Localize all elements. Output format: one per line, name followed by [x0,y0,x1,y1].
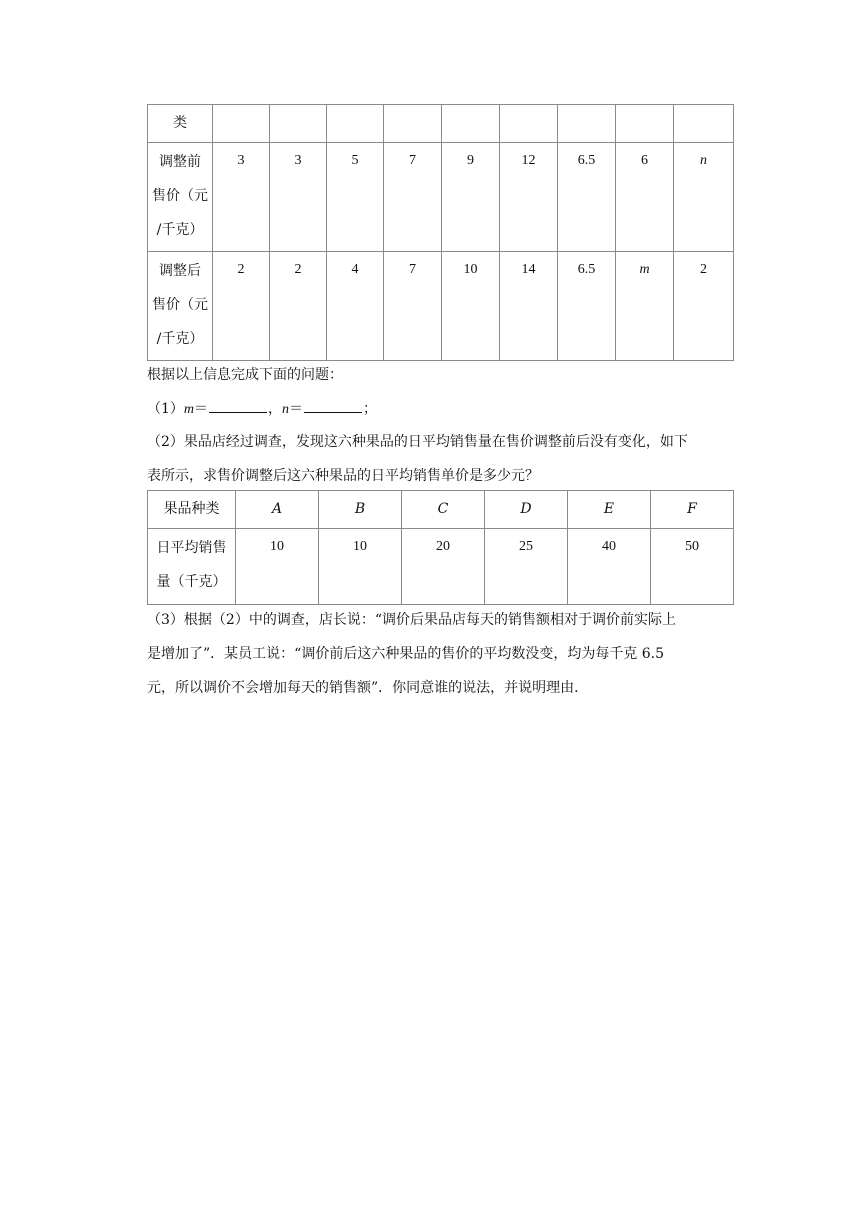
label-line: 调整后 [159,263,201,279]
daily-sales-table [147,490,734,605]
semicolon: ； [363,401,378,417]
table-cell: 4 [327,252,384,361]
category-cell: D [485,491,568,529]
table-cell: 10 [236,529,319,605]
question-2-line-2: 表所示，求售价调整后这六种果品的日平均销售单价是多少元？ [147,468,539,484]
table-cell: 2 [674,252,734,361]
empty-cell [384,105,442,143]
empty-cell [674,105,734,143]
empty-cell [213,105,270,143]
category-header-row [148,491,734,529]
price-after-row [148,252,734,361]
comma: ， [268,401,283,417]
table-cell: 14 [500,252,558,361]
table-cell: m [616,252,674,361]
category-row [148,105,734,143]
table-cell: 9 [442,143,500,252]
price-before-row [148,143,734,252]
category-cell: B [319,491,402,529]
table-cell: 50 [651,529,734,605]
daily-sales-row [148,529,734,605]
label-line: 售价（元 [152,297,208,313]
q1-prefix: （1） [147,401,184,417]
daily-sales-label [148,529,236,605]
table-cell: 3 [213,143,270,252]
category-cell: C [402,491,485,529]
price-adjustment-table [147,104,734,361]
question-3-line-1: （3）根据（2）中的调查，店长说：“调价后果品店每天的销售额相对于调价前实际上 [147,612,676,628]
empty-cell [442,105,500,143]
table-cell: 10 [319,529,402,605]
table-cell: 7 [384,252,442,361]
price-after-label [148,252,213,361]
answer-blank-n[interactable] [304,400,362,413]
label-line: 调整前 [159,154,201,170]
label-line: 日平均销售 [156,540,227,556]
answer-blank-m[interactable] [209,400,267,413]
table-cell: 2 [270,252,327,361]
table-cell: 20 [402,529,485,605]
equals-sign: ＝ [194,401,209,417]
label-line: 售价（元 [152,188,208,204]
empty-cell [327,105,384,143]
question-1 [147,398,747,418]
variable-n: n [282,402,290,417]
table-cell: 25 [485,529,568,605]
table-cell: 2 [213,252,270,361]
table-cell: 6 [616,143,674,252]
empty-cell [500,105,558,143]
label-line: 量（千克） [156,574,227,590]
question-3-line-3: 元，所以调价不会增加每天的销售额”．你同意谁的说法，并说明理由． [147,680,589,696]
equals-sign: ＝ [289,401,304,417]
empty-cell [270,105,327,143]
price-before-label [148,143,213,252]
question-2-line-1: （2）果品店经过调查，发现这六种果品的日平均销售量在售价调整前后没有变化，如下 [147,434,688,450]
empty-cell [616,105,674,143]
label-line: /千克） [156,331,204,347]
category-label-cell: 类 [148,105,213,143]
intro-text: 根据以上信息完成下面的问题： [147,367,343,383]
table-cell: 40 [568,529,651,605]
table-cell: 12 [500,143,558,252]
table-cell: 10 [442,252,500,361]
table-cell: 5 [327,143,384,252]
variable-m: m [183,402,195,417]
category-cell: E [568,491,651,529]
empty-cell [558,105,616,143]
category-header-label: 果品种类 [148,491,236,529]
question-3-line-2: 是增加了”．某员工说：“调价前后这六种果品的售价的平均数没变，均为每千克 6.5 [147,646,665,662]
table-cell: 6.5 [558,252,616,361]
table-cell: n [674,143,734,252]
table-cell: 3 [270,143,327,252]
category-cell: A [236,491,319,529]
table-cell: 6.5 [558,143,616,252]
label-line: /千克） [156,222,204,238]
category-cell: F [651,491,734,529]
table-cell: 7 [384,143,442,252]
